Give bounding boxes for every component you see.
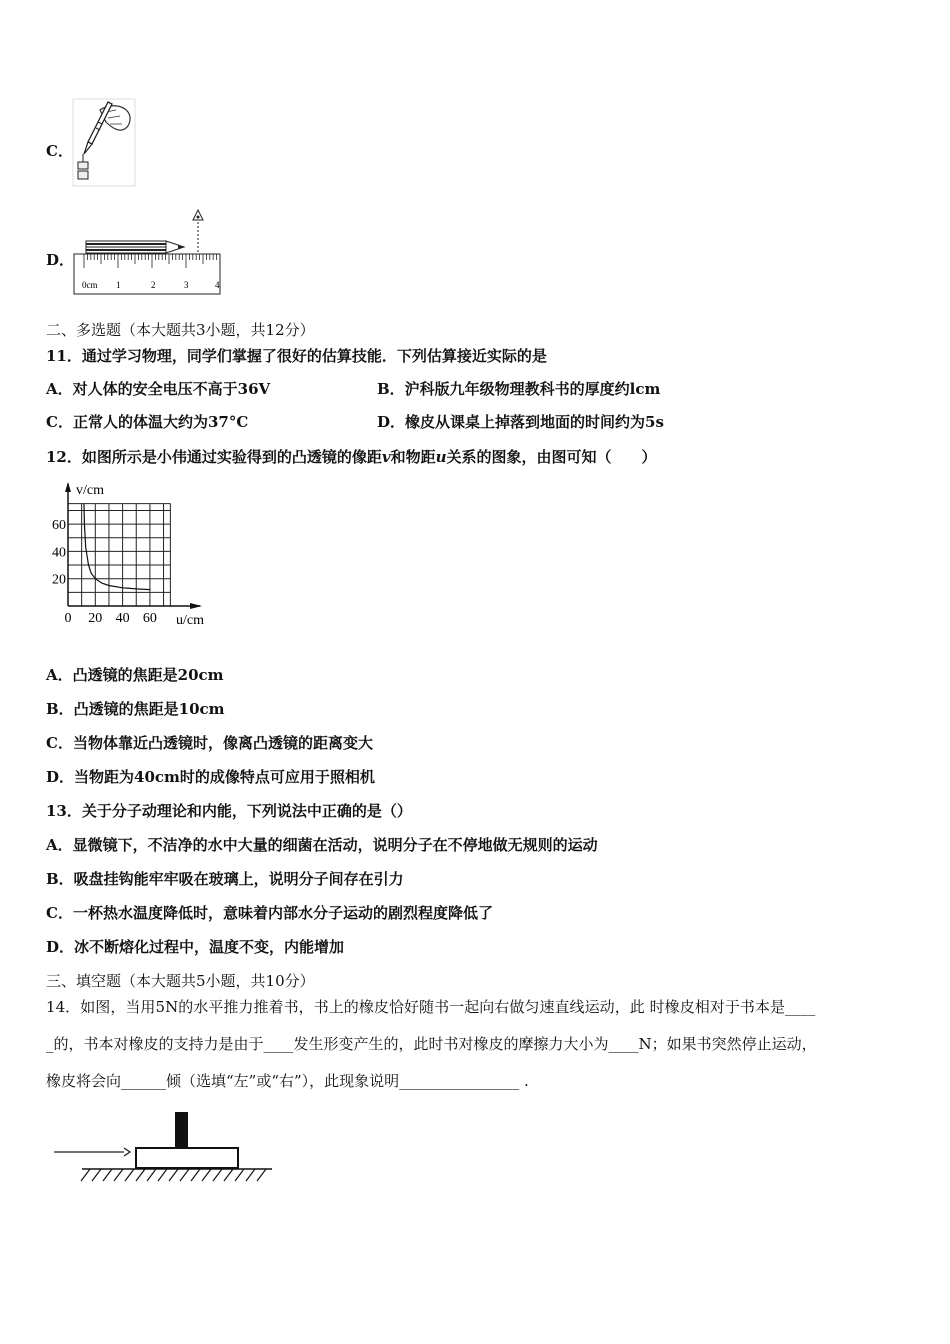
ground-hatch-line bbox=[213, 1169, 222, 1181]
dropper-illustration bbox=[72, 98, 136, 188]
q12-option-d[interactable]: D．当物距为40cm时的成像特点可应用于照相机 bbox=[46, 768, 375, 786]
x-tick-label: 20 bbox=[88, 611, 103, 626]
y-tick-label: 60 bbox=[52, 518, 66, 534]
ground-hatch-line bbox=[81, 1169, 90, 1181]
y-axis-arrow bbox=[65, 482, 71, 492]
ground-hatch-line bbox=[169, 1169, 178, 1181]
ground-hatch-line bbox=[191, 1169, 200, 1181]
x-tick-label: 60 bbox=[142, 611, 157, 626]
q13-option-b[interactable]: B．吸盘挂钩能牢牢吸在玻璃上，说明分子间存在引力 bbox=[46, 870, 404, 888]
q14-line2: _的，书本对橡皮的支持力是由于____发生形变产生的，此时书对橡皮的摩擦力大小为____N；如果书突然停止运动， bbox=[46, 1035, 817, 1053]
ground-hatch-line bbox=[257, 1169, 266, 1181]
q13-option-c[interactable]: C．一杯热水温度降低时，意味着内部水分子运动的剧烈程度降低了 bbox=[46, 904, 493, 922]
pencil-ruler-illustration bbox=[72, 206, 226, 298]
q12-option-b[interactable]: B．凸透镜的焦距是10cm bbox=[46, 700, 225, 718]
ground-hatch-line bbox=[147, 1169, 156, 1181]
option-d-label: D． bbox=[46, 251, 75, 269]
x-tick-label: 40 bbox=[115, 611, 130, 626]
ground-hatch-line bbox=[158, 1169, 167, 1181]
ground-hatch-line bbox=[235, 1169, 244, 1181]
q13-stem: 13．关于分子动理论和内能，下列说法中正确的是（） bbox=[46, 802, 412, 820]
ground-hatch-line bbox=[92, 1169, 101, 1181]
x-axis-arrow bbox=[190, 603, 202, 609]
ground-hatch-line bbox=[180, 1169, 189, 1181]
book bbox=[136, 1148, 238, 1168]
q12-var-v: v bbox=[381, 448, 391, 466]
q11-option-a[interactable]: A．对人体的安全电压不高于36V bbox=[46, 380, 271, 398]
q11-option-d[interactable]: D．橡皮从课桌上掉落到地面的时间约为5s bbox=[377, 413, 664, 431]
q12-stem bbox=[46, 447, 657, 467]
ruler-tick-label-4: 4 bbox=[215, 280, 220, 290]
q12-stem-part2: 和物距 bbox=[390, 448, 436, 466]
ground-hatch-line bbox=[136, 1169, 145, 1181]
x-axis-label: u/cm bbox=[176, 613, 204, 628]
y-axis-label: v/cm bbox=[76, 483, 104, 498]
ruler-tick-label-2: 2 bbox=[151, 280, 156, 290]
eraser bbox=[175, 1112, 188, 1148]
q12-var-u: u bbox=[435, 448, 447, 466]
ground-hatch-line bbox=[246, 1169, 255, 1181]
q13-option-a[interactable]: A．显微镜下，不洁净的水中大量的细菌在活动，说明分子在不停地做无规则的运动 bbox=[46, 836, 598, 854]
ground-hatch-line bbox=[114, 1169, 123, 1181]
section2-heading: 二、多选题（本大题共3小题，共12分） bbox=[46, 321, 315, 339]
v-u-graph bbox=[40, 478, 230, 633]
y-tick-label: 20 bbox=[52, 572, 66, 588]
ruler-tick-label-3: 3 bbox=[184, 280, 189, 290]
q11-stem: 11．通过学习物理，同学们掌握了很好的估算技能．下列估算接近实际的是 bbox=[46, 347, 547, 365]
q11-option-b[interactable]: B．沪科版九年级物理教科书的厚度约lcm bbox=[377, 380, 661, 398]
ruler-tick-label-1: 1 bbox=[116, 280, 121, 290]
q14-line3: 橡皮将会向______倾（选填“左”或“右”），此现象说明________________ . bbox=[46, 1072, 529, 1090]
ground-hatch-line bbox=[125, 1169, 134, 1181]
ground-hatch-line bbox=[224, 1169, 233, 1181]
section3-heading: 三、填空题（本大题共5小题，共10分） bbox=[46, 972, 315, 990]
q12-option-c[interactable]: C．当物体靠近凸透镜时，像离凸透镜的距离变大 bbox=[46, 734, 373, 752]
ground-hatch-line bbox=[202, 1169, 211, 1181]
q12-option-a[interactable]: A．凸透镜的焦距是20cm bbox=[46, 666, 224, 684]
ruler-tick-label-0: 0cm bbox=[82, 280, 98, 290]
option-c-label: C． bbox=[46, 142, 73, 160]
book-eraser-diagram bbox=[50, 1108, 275, 1188]
q11-option-c[interactable]: C．正常人的体温大约为37°C bbox=[46, 413, 249, 431]
ground-hatch-line bbox=[103, 1169, 112, 1181]
q12-stem-part1: 12．如图所示是小伟通过实验得到的凸透镜的像距 bbox=[46, 448, 382, 466]
q12-stem-part3: 关系的图象，由图可知（ ） bbox=[446, 448, 657, 466]
y-tick-label: 40 bbox=[52, 545, 66, 561]
q14-line1: 14．如图，当用5N的水平推力推着书，书上的橡皮恰好随书一起向右做匀速直线运动，此 时橡皮相对于书本是____ bbox=[46, 998, 816, 1016]
x-tick-label: 0 bbox=[64, 611, 72, 626]
q13-option-d[interactable]: D．冰不断熔化过程中，温度不变，内能增加 bbox=[46, 938, 345, 956]
